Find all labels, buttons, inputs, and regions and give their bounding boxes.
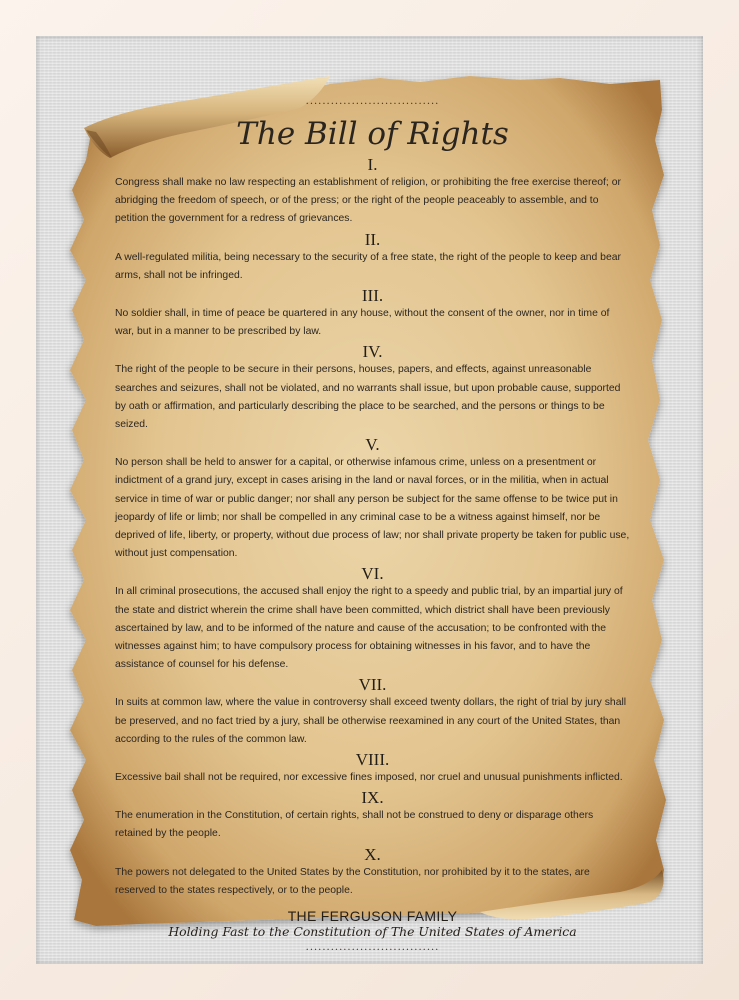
amendment-text: The enumeration in the Constitution, of certain rights, shall not be construed to deny or disparage others retained by the people.: [115, 810, 594, 840]
family-motto: Holding Fast to the Constitution of The United States of America: [168, 924, 577, 940]
amendment-number: I.: [367, 155, 378, 174]
amendment-text: No soldier shall, in time of peace be quartered in any house, without the consent of the owner, nor in time of war, but in a manner to be prescribed by law.: [115, 308, 610, 338]
top-ornament: ................................: [305, 96, 440, 107]
bottom-ornament: ................................: [305, 942, 440, 954]
amendment-section: [115, 436, 630, 563]
amendment-text: In all criminal prosecutions, the accused shall enjoy the right to a speedy and public trial, by an impartial jury of the state and district wherein the crime shall have been committed, which district shall have been previously ascertained by law, and to be informed of the nature and cause of the accusation; to be confronted with the witnesses against him; to have compulsory process for obtaining witnesses in his favor, and to have the assistance of counsel for his defense.: [115, 586, 623, 671]
amendment-section: [115, 846, 630, 900]
amendment-text: No person shall be held to answer for a capital, or otherwise infamous crime, unless on a presentment or indictment of a grand jury, except in cases arising in the land or naval forces, or in the militia, when in actual service in time of war or public danger; nor shall any person be subject for the same offense to be twice put in jeopardy of life or limb; nor shall be compelled in any criminal case to be a witness against himself, nor be deprived of life, liberty, or property, without due process of law; nor shall private property be taken for public use, without just compensation.: [115, 457, 630, 560]
amendment-text: The right of the people to be secure in their persons, houses, papers, and effects, against unreasonable searches and seizures, shall not be violated, and no warrants shall issue, but upon probable cause, supported by oath or affirmation, and particularly describing the place to be searched, and the persons or things to be seized.: [115, 364, 621, 431]
document-title: The Bill of Rights: [236, 116, 509, 152]
amendment-section: [115, 565, 630, 674]
amendment-section: [115, 343, 630, 434]
amendment-section: [115, 287, 630, 341]
family-name: THE FERGUSON FAMILY: [287, 908, 458, 925]
amendment-number: V.: [365, 435, 380, 455]
amendment-section: [115, 789, 630, 843]
amendment-text: Congress shall make no law respecting an establishment of religion, or prohibiting the free exercise thereof; or abridging the freedom of speech, or of the press; or the right of the people peaceably to assemble, and to petition the government for a redress of grievances.: [115, 177, 621, 225]
amendment-text: In suits at common law, where the value in controversy shall exceed twenty dollars, the right of trial by jury shall be preserved, and no fact tried by a jury, shall be otherwise reexamined in any court of the United States, than according to the rules of the common law.: [115, 697, 627, 745]
amendment-number: VII.: [358, 675, 387, 695]
amendment-section: [115, 751, 630, 787]
amendment-section: [115, 676, 630, 749]
amendment-text: A well-regulated militia, being necessary to the security of a free state, the right of the people to keep and bear arms, shall not be infringed.: [115, 251, 621, 281]
amendment-number: VI.: [361, 564, 384, 584]
amendment-number: III.: [361, 286, 384, 306]
amendment-text: Excessive bail shall not be required, nor excessive fines imposed, nor cruel and unusual punishments inflicted.: [115, 772, 623, 784]
amendment-section: [115, 156, 630, 229]
amendment-number: VIII.: [355, 750, 390, 770]
amendment-number: IX.: [361, 788, 384, 808]
amendment-text: The powers not delegated to the United States by the Constitution, nor prohibited by it to the states, are reserved to the states respectively, or to the people.: [115, 866, 590, 896]
amendment-section: [115, 231, 630, 285]
bill-of-rights-document: [115, 96, 630, 954]
amendment-number: X.: [364, 844, 381, 864]
amendment-number: IV.: [362, 342, 383, 362]
amendment-number: II.: [364, 229, 381, 249]
